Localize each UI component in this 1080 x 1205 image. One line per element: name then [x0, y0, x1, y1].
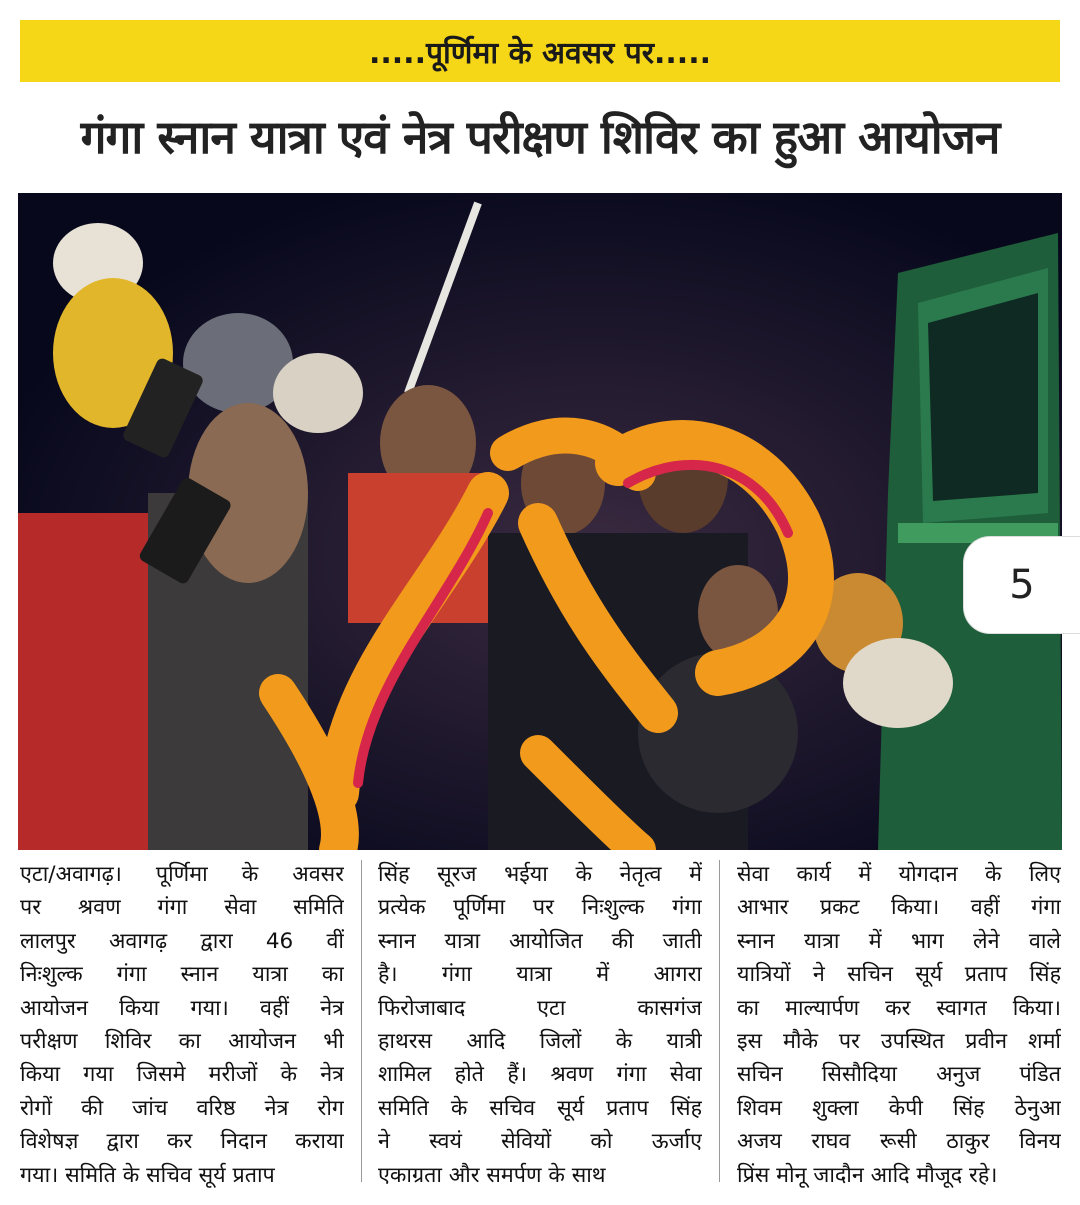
article-column-1: [20, 858, 344, 1188]
article-line: यात्रियों ने सचिन सूर्य प्रताप सिंह: [737, 962, 1061, 988]
article-line: पर श्रवण गंगा सेवा समिति: [20, 895, 344, 921]
article-line: शिवम शुक्ला केपी सिंह ठेनुआ: [737, 1095, 1061, 1121]
article-line: किया गया जिसमे मरीजों के नेत्र: [20, 1062, 344, 1088]
article-column-3: [737, 858, 1061, 1188]
article-line: फिरोजाबाद एटा कासगंज: [378, 995, 702, 1021]
article-line: निःशुल्क गंगा स्नान यात्रा का: [20, 962, 344, 988]
article-line: प्रत्येक पूर्णिमा पर निःशुल्क गंगा: [378, 895, 702, 921]
article-line: रोगों की जांच वरिष्ठ नेत्र रोग: [20, 1095, 344, 1121]
article-line: परीक्षण शिविर का आयोजन भी: [20, 1028, 344, 1054]
kicker-text: .....पूर्णिमा के अवसर पर.....: [368, 35, 711, 71]
article-line: सेवा कार्य में योगदान के लिए: [737, 862, 1061, 887]
article-line: सिंह सूरज भईया के नेतृत्व में: [378, 862, 702, 887]
photo-illustration: [18, 193, 1062, 850]
article-line: गया। समिति के सचिव सूर्य प्रताप: [20, 1162, 275, 1188]
article-line: स्नान यात्रा आयोजित की जाती: [378, 928, 702, 954]
article-line: अजय राघव रूसी ठाकुर विनय: [737, 1129, 1061, 1155]
article-line: समिति के सचिव सूर्य प्रताप सिंह: [378, 1095, 702, 1121]
column-divider: [719, 860, 720, 1182]
article-line: सचिन सिसौदिया अनुज पंडित: [737, 1062, 1061, 1088]
article-line: इस मौके पर उपस्थित प्रवीन शर्मा: [737, 1028, 1061, 1054]
article-line: आयोजन किया गया। वहीं नेत्र: [20, 995, 344, 1021]
article-line: प्रिंस मोनू जादौन आदि मौजूद रहे।: [737, 1162, 998, 1188]
article-line: स्नान यात्रा में भाग लेने वाले: [737, 928, 1061, 954]
article-line: का माल्यार्पण कर स्वागत किया।: [737, 995, 1061, 1021]
kicker-banner: [20, 20, 1060, 82]
page-number-badge: 5: [964, 537, 1080, 633]
column-divider: [361, 860, 362, 1182]
article-line: आभार प्रकट किया। वहीं गंगा: [737, 895, 1061, 921]
article-line: विशेषज्ञ द्वारा कर निदान कराया: [20, 1129, 344, 1155]
news-photo: [18, 193, 1062, 850]
article-line: ने स्वयं सेवियों को ऊर्जाए: [378, 1129, 702, 1155]
article-line: है। गंगा यात्रा में आगरा: [378, 962, 702, 988]
article-line: शामिल होते हैं। श्रवण गंगा सेवा: [378, 1062, 702, 1088]
article-column-2: [378, 858, 702, 1188]
headline: गंगा स्नान यात्रा एवं नेत्र परीक्षण शिविर का हुआ आयोजन: [80, 110, 1000, 164]
article-line: एकाग्रता और समर्पण के साथ: [378, 1162, 606, 1188]
article-line: लालपुर अवागढ़ द्वारा 46 वीं: [20, 928, 344, 954]
article-line: हाथरस आदि जिलों के यात्री: [378, 1028, 702, 1054]
article-line: एटा/अवागढ़। पूर्णिमा के अवसर: [20, 862, 344, 887]
